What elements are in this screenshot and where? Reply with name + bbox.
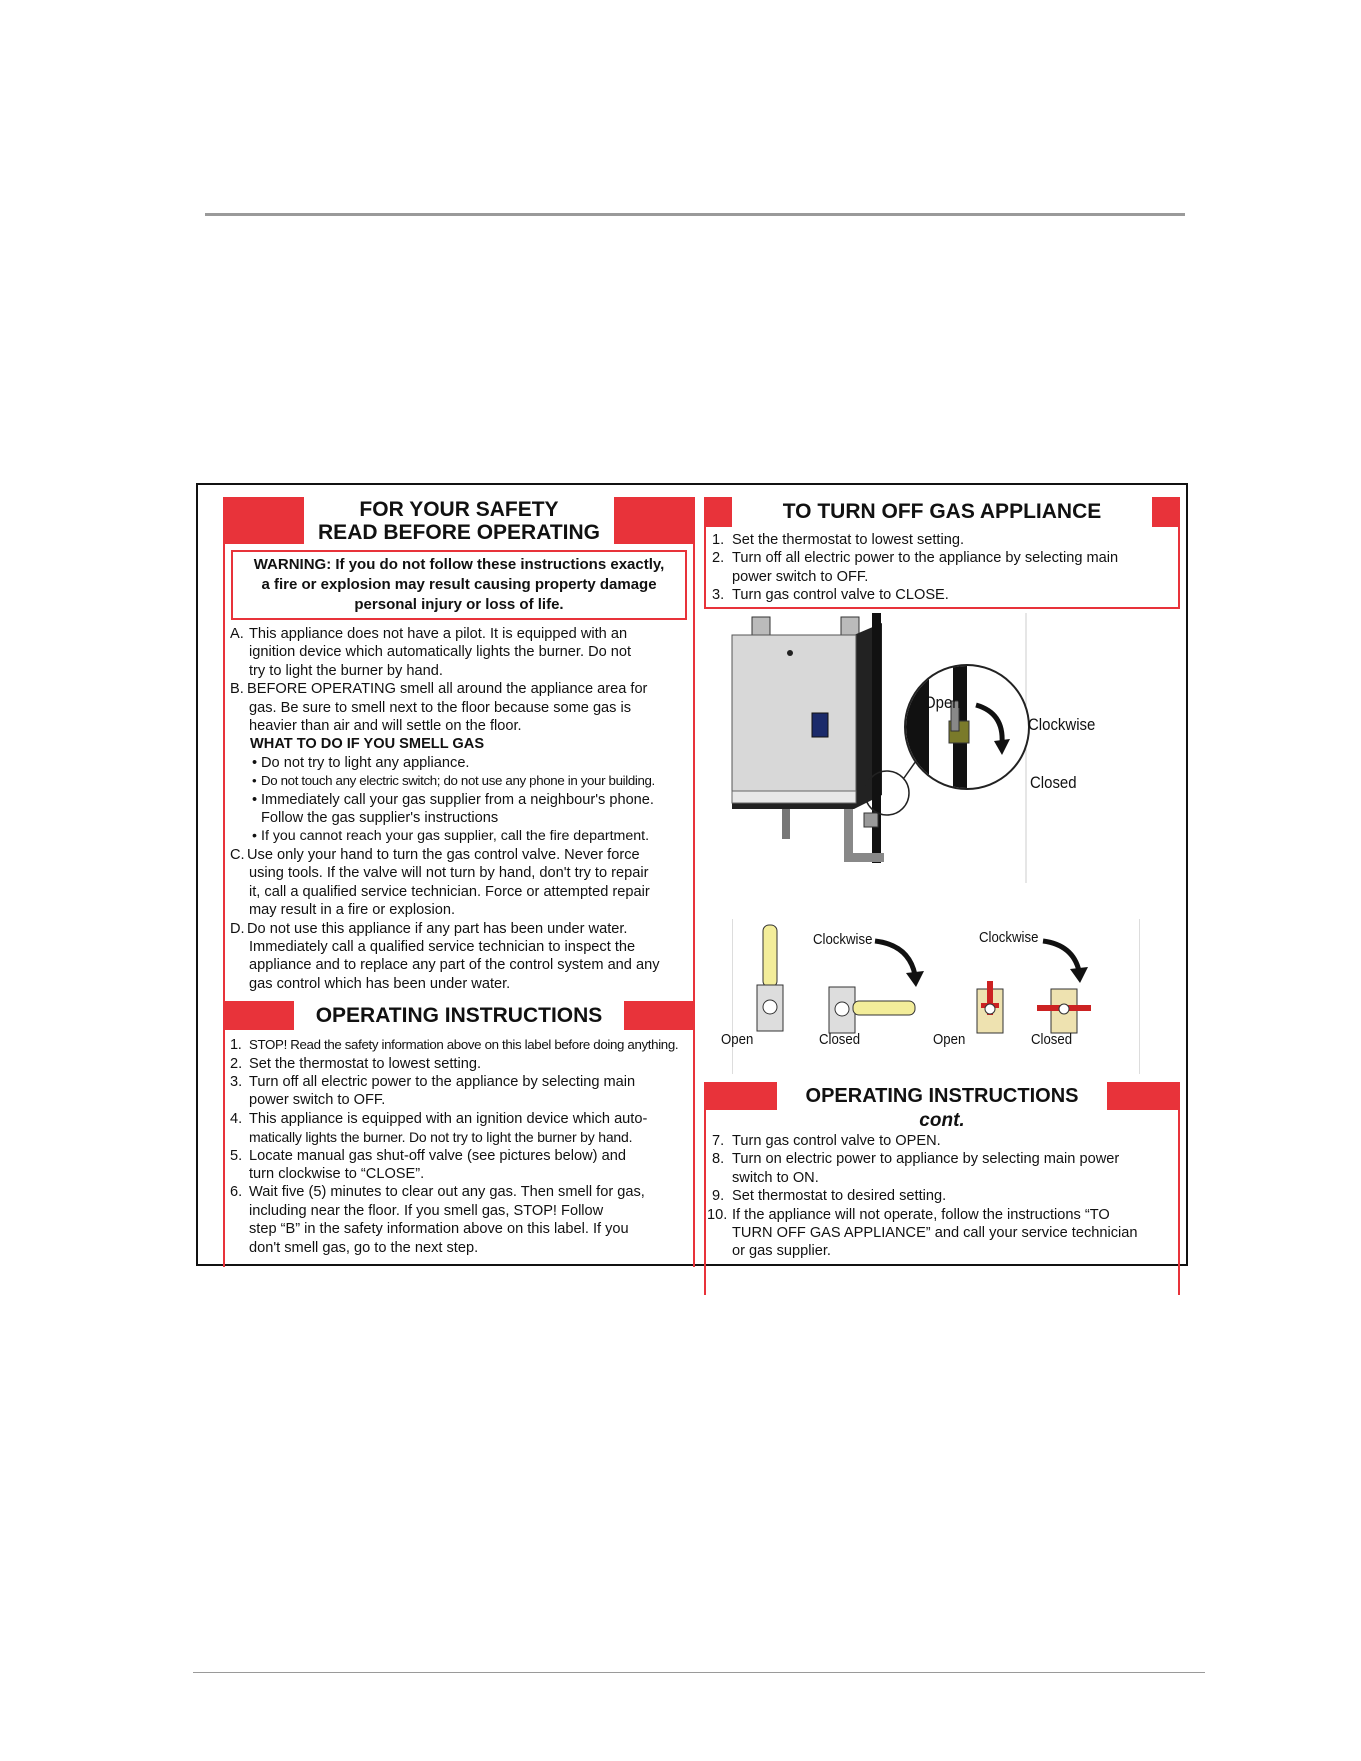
operating-step <box>225 1110 693 1147</box>
step-line: Locate manual gas shut-off valve (see pictures below) and <box>249 1147 626 1164</box>
open-label: Open <box>924 693 961 712</box>
clockwise-label: Clockwise <box>813 931 873 948</box>
step-key: 1. <box>712 532 725 548</box>
step-line: Set the thermostat to lowest setting. <box>732 532 964 548</box>
warning-box <box>231 550 687 620</box>
safety-banner <box>225 497 693 544</box>
step-line: Set the thermostat to lowest setting. <box>249 1055 481 1072</box>
step-key: 4. <box>230 1110 243 1127</box>
step-line: Turn gas control valve to CLOSE. <box>732 587 949 604</box>
operating-step <box>706 1150 1178 1187</box>
closed-label: Closed <box>1031 1031 1073 1048</box>
operating-banner <box>225 1001 693 1030</box>
operating-step <box>225 1073 693 1110</box>
bullet-item <box>225 772 693 790</box>
step-line: STOP! Read the safety information above on this label before doing anything. <box>249 1037 679 1053</box>
step-line: power switch to OFF. <box>732 568 869 585</box>
top-rule <box>205 213 1185 216</box>
step-line: matically lights the burner. Do not try to light the burner by hand. <box>249 1129 633 1146</box>
step-line: If the appliance will not operate, follow the instructions “TO <box>732 1206 1110 1223</box>
step-key: 3. <box>230 1073 243 1090</box>
valve-illustration <box>733 919 1139 1074</box>
item-key: B. <box>230 681 244 698</box>
item-line: BEFORE OPERATING smell all around the appliance area for <box>247 681 648 698</box>
operating-title: OPERATING INSTRUCTIONS <box>294 1001 624 1030</box>
item-line: heavier than air and will settle on the floor. <box>249 718 522 735</box>
item-line: it, call a qualified service technician. Force or attempted repair <box>249 883 650 900</box>
turn-off-step <box>706 549 1178 586</box>
item-line: Immediately call a qualified service technician to inspect the <box>249 938 636 955</box>
turn-off-title: TO TURN OFF GAS APPLIANCE <box>732 497 1152 527</box>
valve-positions-figure <box>721 919 1140 1074</box>
step-line: Set thermostat to desired setting. <box>732 1188 947 1205</box>
item-key: D. <box>230 920 245 937</box>
item-line: Do not use this appliance if any part has been under water. <box>247 920 628 937</box>
operating-cont-steps <box>704 1110 1180 1295</box>
warning-line: personal injury or loss of life. <box>354 596 564 613</box>
step-line: Wait five (5) minutes to clear out any gas. Then smell for gas, <box>249 1184 645 1201</box>
step-line: don't smell gas, go to the next step. <box>249 1239 479 1256</box>
step-line: TURN OFF GAS APPLIANCE” and call your service technician <box>732 1225 1138 1242</box>
item-line: This appliance does not have a pilot. It is equipped with an <box>249 626 628 642</box>
operating-step <box>225 1036 693 1054</box>
clockwise-label: Clockwise <box>1028 715 1096 734</box>
item-line: Use only your hand to turn the gas control valve. Never force <box>247 846 640 863</box>
item-line: using tools. If the valve will not turn by hand, don't try to repair <box>249 865 649 882</box>
step-line: including near the floor. If you smell gas, STOP! Follow <box>249 1202 604 1219</box>
turn-off-steps <box>704 527 1180 609</box>
operating-step <box>706 1206 1178 1261</box>
operating-cont-banner <box>704 1082 1180 1110</box>
safety-item-c <box>225 846 693 920</box>
bullet-text: If you cannot reach your gas supplier, call the fire department. <box>261 828 650 845</box>
step-line: This appliance is equipped with an ignition device which auto- <box>249 1110 648 1127</box>
item-line: gas control which has been under water. <box>249 975 511 992</box>
operating-step <box>225 1183 693 1257</box>
step-line: Turn off all electric power to the appliance by selecting main <box>249 1073 636 1090</box>
bottom-rule <box>193 1672 1205 1673</box>
step-key: 8. <box>712 1151 725 1168</box>
step-key: 3. <box>712 587 725 604</box>
item-key: C. <box>230 846 245 863</box>
right-column <box>704 497 1180 1267</box>
item-line: ignition device which automatically lights the burner. Do not <box>249 644 632 661</box>
step-line: or gas supplier. <box>732 1243 831 1260</box>
bullet-item <box>225 754 693 772</box>
bullet-text: Do not touch any electric switch; do not use any phone in your building. <box>261 773 655 789</box>
warning-line: WARNING: If you do not follow these instructions exactly, <box>253 556 665 573</box>
item-key: A. <box>230 626 244 642</box>
closed-label: Closed <box>1030 773 1077 792</box>
safety-title-line1: FOR YOUR SAFETY <box>359 498 559 521</box>
step-line: switch to ON. <box>732 1169 819 1186</box>
operating-step <box>225 1055 693 1073</box>
cont-subtitle: cont. <box>919 1110 965 1131</box>
safety-title-line2: READ BEFORE OPERATING <box>318 521 600 544</box>
water-heater-figure <box>704 613 1180 903</box>
turn-off-step <box>706 531 1178 549</box>
safety-title <box>304 497 614 544</box>
item-line: try to light the burner by hand. <box>249 662 443 679</box>
safety-label <box>196 483 1188 1266</box>
smell-gas-heading: WHAT TO DO IF YOU SMELL GAS <box>250 736 485 753</box>
operating-steps <box>225 1036 693 1257</box>
bullet-item <box>225 791 693 809</box>
bullet-item <box>225 827 693 845</box>
item-line: may result in a fire or explosion. <box>249 902 456 919</box>
item-line: appliance and to replace any part of the control system and any <box>249 957 660 974</box>
operating-step <box>706 1132 1178 1150</box>
step-key: 1. <box>230 1037 242 1054</box>
step-line: step “B” in the safety information above on this label. If you <box>249 1221 629 1238</box>
open-label: Open <box>721 1031 754 1048</box>
warning-line: a fire or explosion may result causing property damage <box>261 576 657 593</box>
safety-text <box>225 625 693 993</box>
safety-item-d <box>225 920 693 994</box>
step-line: Turn off all electric power to the appliance by selecting main <box>732 550 1119 567</box>
open-label: Open <box>933 1031 966 1048</box>
step-line: Turn on electric power to appliance by selecting main power <box>732 1151 1120 1168</box>
item-line: gas. Be sure to smell next to the floor because some gas is <box>249 699 632 716</box>
operating-cont-section <box>704 1082 1180 1295</box>
operating-cont-title: OPERATING INSTRUCTIONS <box>777 1082 1107 1110</box>
step-key: 10. <box>707 1206 728 1223</box>
step-key: 7. <box>712 1133 725 1149</box>
bullet-text: Do not try to light any appliance. <box>261 754 470 771</box>
step-line: Turn gas control valve to OPEN. <box>732 1133 941 1149</box>
step-key: 2. <box>712 550 725 567</box>
closed-label: Closed <box>819 1031 861 1048</box>
bullet-continuation: Follow the gas supplier's instructions <box>261 810 499 827</box>
step-key: 9. <box>712 1188 725 1205</box>
safety-item-b <box>225 680 693 735</box>
step-key: 2. <box>230 1055 243 1072</box>
left-column <box>223 497 695 1267</box>
step-key: 5. <box>230 1147 243 1164</box>
step-line: power switch to OFF. <box>249 1092 386 1109</box>
step-line: turn clockwise to “CLOSE”. <box>249 1165 425 1182</box>
water-heater-illustration <box>704 613 1180 903</box>
turn-off-banner <box>704 497 1180 527</box>
clockwise-label: Clockwise <box>979 929 1039 946</box>
operating-step <box>225 1147 693 1184</box>
safety-item-a <box>225 625 693 680</box>
bullet-text: Immediately call your gas supplier from a neighbour's phone. <box>261 791 654 808</box>
step-key: 6. <box>230 1184 243 1201</box>
operating-step <box>706 1187 1178 1205</box>
turn-off-step <box>706 586 1178 604</box>
